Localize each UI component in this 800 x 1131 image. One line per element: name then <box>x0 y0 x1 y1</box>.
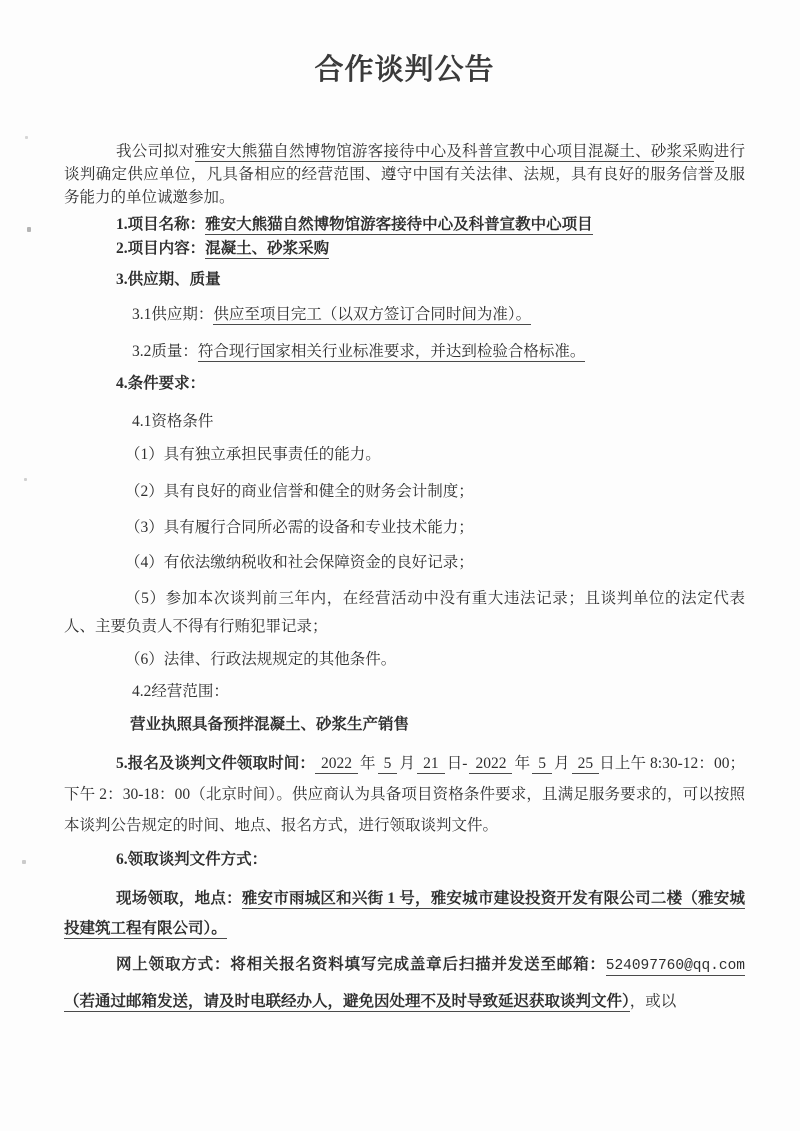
project-name-value: 雅安大熊猫自然博物馆游客接待中心及科普宣教中心项目 <box>205 216 593 233</box>
schedule-month2: 5 <box>532 755 552 774</box>
intro-lead: 我公司拟对 <box>116 143 195 160</box>
item-onsite-pickup <box>64 884 745 944</box>
qualification-item: （1）具有独立承担民事责任的能力。 <box>125 446 381 463</box>
online-lead: 将相关报名资料填写完成盖章后扫描并发送至邮箱： <box>230 956 606 973</box>
schedule-label: 5.报名及谈判文件领取时间： <box>116 755 315 772</box>
scan-speck <box>24 478 27 481</box>
schedule-month-unit1: 月 <box>399 755 416 772</box>
scan-speck <box>22 860 26 864</box>
onsite-label: 现场领取，地点： <box>116 890 242 907</box>
page-title: 合作谈判公告 <box>314 54 495 86</box>
schedule-to: 日- <box>446 755 468 772</box>
intro-rest: 进行谈判确定供应单位，凡具备相应的经营范围、遵守中国有关法律、法规，具有良好的服务信誉及服务能力的单位诚邀参加。 <box>64 143 745 206</box>
scan-speck <box>27 227 31 232</box>
project-name-label: 1.项目名称： <box>116 216 206 233</box>
item-obtain-heading: 6.领取谈判文件方式： <box>116 851 268 868</box>
online-email: 524097760@qq.com <box>605 958 745 974</box>
item-qualification-heading: 4.1资格条件 <box>132 413 214 430</box>
schedule-month1: 5 <box>378 755 398 774</box>
qualification-item: （5）参加本次谈判前三年内，在经营活动中没有重大违法记录；且谈判单位的法定代表人、主要负责人不得有行贿犯罪记录； <box>64 590 745 635</box>
item-supply-period <box>64 303 745 327</box>
schedule-rest: 日上午 8:30-12：00；下午 2：30-18：00（北京时间）。供应商认为具备项目资格条件要求，且满足服务要求的，可以按照本谈判公告规定的时间、地点、报名方式，进行领取谈判文件。 <box>64 755 745 834</box>
online-note: （若通过邮箱发送，请及时电联经办人，避免因处理不及时导致延迟获取谈判文件） <box>64 993 630 1010</box>
supply-period-label: 3.1供应期： <box>132 306 214 323</box>
schedule-year2: 2022 <box>469 755 512 774</box>
online-tail: ，或以 <box>629 993 677 1010</box>
project-content-value: 混凝土、砂浆采购 <box>205 240 330 257</box>
qualification-item: （2）具有良好的商业信誉和健全的财务会计制度； <box>125 483 474 500</box>
item-online-pickup <box>64 947 745 1019</box>
schedule-year-unit2: 年 <box>514 755 531 772</box>
scan-speck <box>25 136 28 139</box>
supply-period-value: 供应至项目完工（以双方签订合同时间为准）。 <box>213 306 532 323</box>
item-schedule <box>64 748 745 841</box>
item-scope-heading: 4.2经营范围： <box>132 683 229 700</box>
schedule-day1: 21 <box>417 755 445 774</box>
intro-paragraph <box>64 140 745 209</box>
schedule-month-unit2: 月 <box>553 755 570 772</box>
project-content-label: 2.项目内容： <box>116 240 206 257</box>
quality-value: 符合现行国家相关行业标准要求，并达到检验合格标准。 <box>197 343 586 360</box>
qualification-item: （3）具有履行合同所必需的设备和专业技术能力； <box>125 519 474 536</box>
online-label: 网上领取方式： <box>116 956 231 973</box>
qualification-item: （6）法律、行政法规规定的其他条件。 <box>125 651 397 668</box>
item-supply-quality-heading: 3.供应期、质量 <box>116 271 221 288</box>
item-requirements-heading: 4.条件要求： <box>116 375 206 392</box>
onsite-address: 雅安市雨城区和兴街 1 号，雅安城市建设投资开发有限公司二楼（雅安城投建筑工程有限公司）。 <box>64 890 745 937</box>
item-project-name <box>64 213 745 237</box>
item-project-content <box>64 237 745 261</box>
scope-value: 营业执照具备预拌混凝土、砂浆生产销售 <box>130 716 410 733</box>
item-quality <box>64 340 745 364</box>
document-content <box>64 0 745 1019</box>
quality-label: 3.2质量： <box>132 343 198 360</box>
schedule-year-unit1: 年 <box>359 755 376 772</box>
qualification-item: （4）有依法缴纳税收和社会保障资金的良好记录； <box>125 554 474 571</box>
intro-project-subject: 雅安大熊猫自然博物馆游客接待中心及科普宣教中心项目混凝土、砂浆采购 <box>194 143 714 160</box>
schedule-day2: 25 <box>572 755 600 774</box>
schedule-year1: 2022 <box>315 755 358 774</box>
